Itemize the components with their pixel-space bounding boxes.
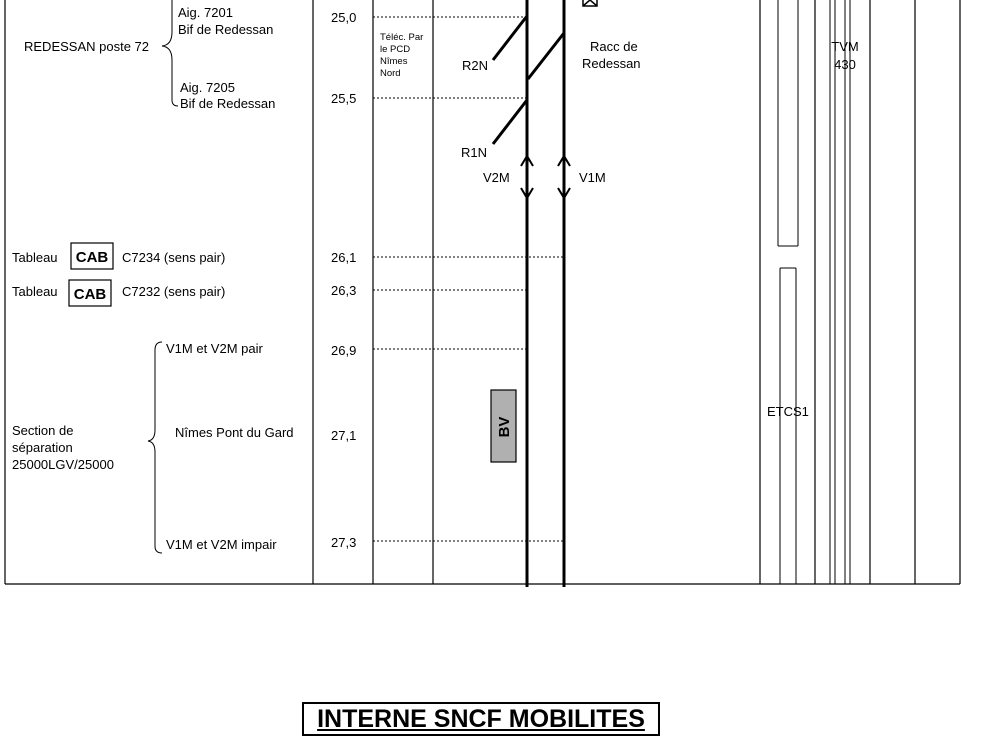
switch-r1n (493, 100, 527, 144)
cab-label-1: CAB (75, 249, 109, 266)
label-nimes-pont: Nîmes Pont du Gard (175, 425, 294, 440)
braces (148, 0, 178, 553)
label-racc-2: Redessan (582, 56, 641, 71)
label-section-3: 25000LGV/25000 (12, 457, 114, 472)
label-redessan-poste: REDESSAN poste 72 (24, 39, 150, 54)
label-bif-1: Bif de Redessan (178, 22, 274, 37)
label-telec-3: Nîmes (380, 56, 408, 67)
signalling-bars (778, 0, 850, 584)
label-etcs: ETCS1 (767, 404, 809, 419)
km-guide-lines (373, 17, 565, 541)
brace-redessan (162, 0, 178, 106)
label-bif-2: Bif de Redessan (180, 96, 276, 111)
label-v2m: V2M (483, 170, 510, 185)
km-27-1: 27,1 (331, 428, 357, 443)
label-telec-4: Nord (380, 68, 401, 79)
label-telec-1: Téléc. Par (380, 32, 424, 43)
switch-r2n (493, 16, 527, 60)
label-c7234: C7234 (sens pair) (122, 250, 226, 265)
brace-section (148, 342, 162, 553)
label-v1m-v2m-impair: V1M et V2M impair (166, 537, 277, 552)
label-v1m: V1M (579, 170, 606, 185)
label-r2n: R2N (462, 58, 489, 73)
label-tvm-2: 430 (834, 57, 856, 72)
km-26-1: 26,1 (331, 250, 357, 265)
label-telec-2: le PCD (380, 44, 411, 55)
km-25-0: 25,0 (331, 10, 357, 25)
label-r1n: R1N (461, 145, 488, 160)
label-section-2: séparation (12, 440, 73, 455)
label-tvm-1: TVM (831, 39, 859, 54)
label-section-1: Section de (12, 423, 74, 438)
bv-label: BV (496, 416, 513, 438)
label-v1m-v2m-pair: V1M et V2M pair (166, 341, 263, 356)
label-racc-1: Racc de (590, 39, 638, 54)
label-aig-7201: Aig. 7201 (178, 5, 233, 20)
label-aig-7205: Aig. 7205 (180, 80, 235, 95)
label-c7232: C7232 (sens pair) (122, 284, 226, 299)
km-26-3: 26,3 (331, 283, 357, 298)
signal-icon (583, 0, 597, 6)
cab-label-2: CAB (73, 286, 107, 303)
tracks (493, 0, 564, 587)
km-27-3: 27,3 (331, 535, 357, 550)
km-26-9: 26,9 (331, 343, 357, 358)
km-25-5: 25,5 (331, 91, 357, 106)
label-tableau-2: Tableau (12, 284, 58, 299)
switch-racc (528, 33, 564, 79)
footer-banner: INTERNE SNCF MOBILITES (302, 702, 660, 736)
label-tableau-1: Tableau (12, 250, 58, 265)
